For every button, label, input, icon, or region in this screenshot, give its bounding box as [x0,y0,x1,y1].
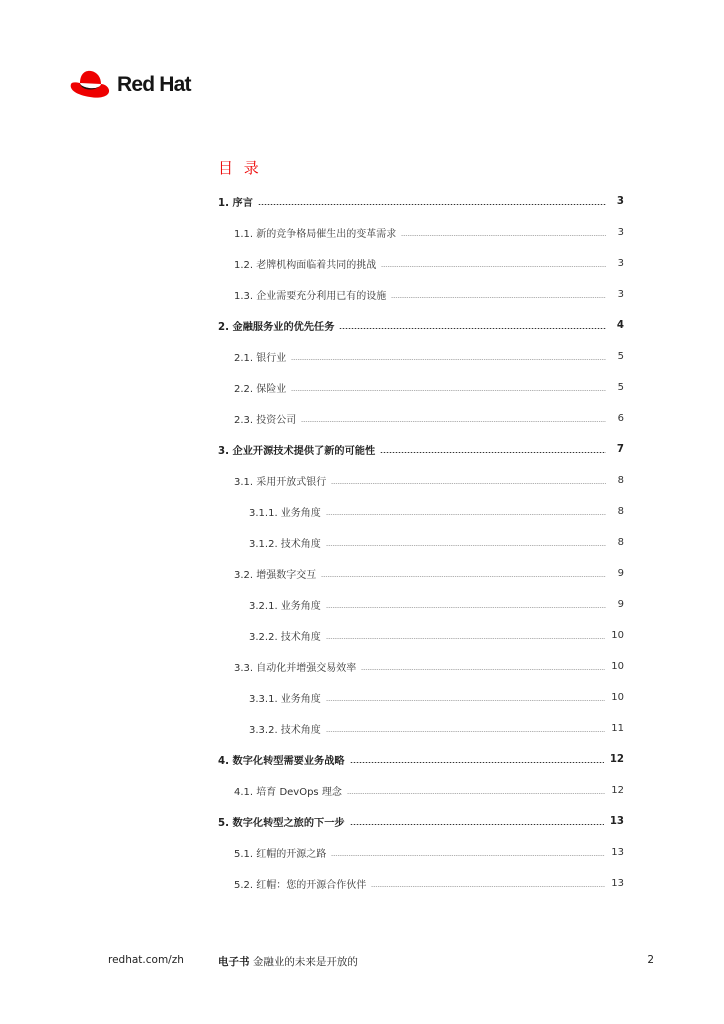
toc-entry-page: 10 [611,630,624,641]
dot-leader [291,359,606,360]
toc-entry-text: 1. 序言 [218,198,253,209]
dot-leader [321,576,606,577]
toc-entry[interactable] [218,651,624,682]
dot-leader [331,855,605,856]
toc-entry-page: 10 [611,692,624,703]
toc-entry[interactable] [218,775,624,806]
toc-entry[interactable] [218,837,624,868]
toc-entry-page: 3 [617,289,624,300]
toc-entry-text: 5.1. 红帽的开源之路 [234,849,327,860]
toc-entry-page: 3 [617,258,624,269]
dot-leader [339,328,606,329]
dot-leader [347,793,605,794]
toc-entry-text: 3.2.2. 技术角度 [249,632,321,643]
toc-entry[interactable] [218,496,624,527]
toc-entry[interactable] [218,589,624,620]
toc-entry[interactable] [218,310,624,341]
dot-leader [401,235,606,236]
toc-entry-text: 3.3.2. 技术角度 [249,725,321,736]
toc-entry-text: 1.1. 新的竞争格局催生出的变革需求 [234,229,397,240]
toc-entry-text: 3.3. 自动化并增强交易效率 [234,663,357,674]
toc-entry-text: 1.2. 老牌机构面临着共同的挑战 [234,260,377,271]
toc-entry[interactable] [218,682,624,713]
toc-entry[interactable] [218,341,624,372]
dot-leader [326,731,605,732]
toc-entry-text: 2. 金融服务业的优先任务 [218,322,335,333]
toc-entry[interactable] [218,465,624,496]
dot-leader [326,545,606,546]
brand-name: Red Hat [117,73,191,96]
toc-entry-page: 3 [617,227,624,238]
toc-entry[interactable] [218,620,624,651]
toc-entry-page: 13 [611,878,624,889]
toc-title: 目 录 [218,159,262,177]
footer-doc-title: 金融业的未来是开放的 [252,956,358,968]
toc-entry[interactable] [218,806,624,837]
brand-logo [68,68,191,102]
toc-entry-page: 9 [617,568,624,579]
dot-leader [291,390,606,391]
dot-leader [391,297,606,298]
toc-entry-page: 5 [617,382,624,393]
toc-entry[interactable] [218,372,624,403]
toc-entry[interactable] [218,248,624,279]
toc-entry[interactable] [218,868,624,899]
footer-doc-type: 电子书 [218,956,250,968]
toc-entry-text: 3.3.1. 业务角度 [249,694,321,705]
toc-entry[interactable] [218,279,624,310]
toc-entry-page: 11 [611,723,624,734]
toc-entry-page: 4 [616,320,624,331]
toc-entry[interactable] [218,527,624,558]
toc-entry-text: 3.2.1. 业务角度 [249,601,321,612]
toc-entry-page: 8 [617,537,624,548]
toc-entry[interactable] [218,434,624,465]
toc-entry-page: 3 [616,196,624,207]
dot-leader [326,514,606,515]
dot-leader [326,700,605,701]
table-of-contents [218,186,624,899]
toc-entry-text: 2.3. 投资公司 [234,415,297,426]
dot-leader [361,669,605,670]
toc-entry-text: 5. 数字化转型之旅的下一步 [218,818,345,829]
footer-url[interactable]: redhat.com/zh [108,954,184,966]
dot-leader [381,266,606,267]
toc-entry-text: 3. 企业开源技术提供了新的可能性 [218,446,376,457]
toc-entry-page: 10 [611,661,624,672]
dot-leader [301,421,606,422]
toc-entry-page: 9 [617,599,624,610]
toc-entry-text: 3.1. 采用开放式银行 [234,477,327,488]
dot-leader [326,607,606,608]
toc-entry-page: 5 [617,351,624,362]
toc-entry-page: 12 [609,754,624,765]
toc-entry-page: 12 [611,785,624,796]
toc-entry-text: 1.3. 企业需要充分利用已有的设施 [234,291,387,302]
toc-entry-page: 13 [611,847,624,858]
toc-entry-text: 3.1.2. 技术角度 [249,539,321,550]
dot-leader [331,483,606,484]
toc-entry-text: 3.2. 增强数字交互 [234,570,317,581]
dot-leader [350,824,604,825]
dot-leader [326,638,605,639]
page-number: 2 [647,954,654,966]
dot-leader [380,452,606,453]
dot-leader [350,762,604,763]
toc-entry-page: 6 [617,413,624,424]
toc-entry-text: 4.1. 培育 DevOps 理念 [234,787,342,798]
toc-entry-text: 4. 数字化转型需要业务战略 [218,756,345,767]
dot-leader [371,886,605,887]
toc-entry[interactable] [218,217,624,248]
dot-leader [258,204,606,205]
toc-entry[interactable] [218,403,624,434]
toc-entry-page: 8 [617,506,624,517]
toc-entry[interactable] [218,558,624,589]
toc-entry-text: 2.2. 保险业 [234,384,287,395]
footer-doc-info [218,954,358,969]
red-hat-fedora-icon [68,68,112,102]
toc-entry-text: 3.1.1. 业务角度 [249,508,321,519]
toc-entry-page: 7 [616,444,624,455]
toc-entry-page: 13 [609,816,624,827]
toc-entry[interactable] [218,186,624,217]
toc-entry[interactable] [218,744,624,775]
toc-entry-text: 5.2. 红帽：您的开源合作伙伴 [234,880,367,891]
toc-entry-text: 2.1. 银行业 [234,353,287,364]
toc-entry-page: 8 [617,475,624,486]
toc-entry[interactable] [218,713,624,744]
